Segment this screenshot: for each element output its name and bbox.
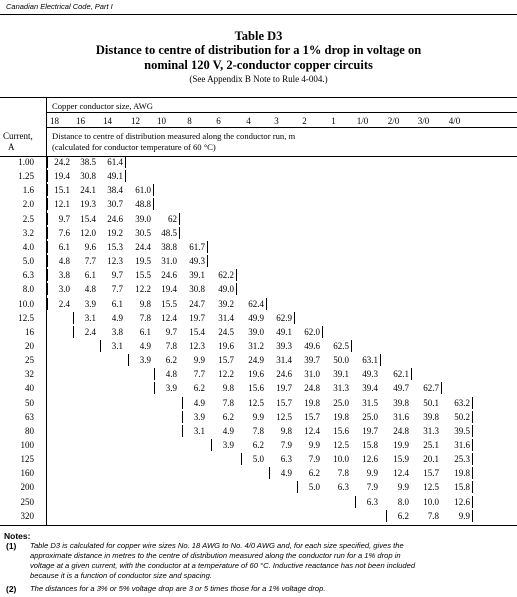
- distance-cell: 7.9: [280, 440, 292, 450]
- distance-cell: 12.3: [189, 341, 205, 351]
- current-cell: 160: [20, 468, 34, 478]
- distance-cell: 9.7: [165, 327, 177, 337]
- current-cell: 1.6: [22, 185, 34, 195]
- distance-cell: 50.0: [333, 355, 349, 365]
- distance-cell: 6.2: [222, 412, 234, 422]
- row-range-marker: [47, 184, 154, 196]
- distance-cell: 15.9: [393, 454, 409, 464]
- distance-cell: 48.8: [135, 199, 151, 209]
- note-2-line1: The distances for a 3% or 5% voltage drop are 3 or 5 times those for a 1% voltage drop.: [30, 584, 326, 593]
- distance-cell: 15.5: [135, 270, 151, 280]
- distance-cell: 19.3: [80, 199, 96, 209]
- distance-cell: 9.9: [458, 511, 470, 521]
- size-header-cell: 2/0: [387, 116, 400, 126]
- current-cell: 2.5: [22, 214, 34, 224]
- distance-cell: 3.0: [58, 284, 70, 294]
- distance-cell: 10.0: [423, 497, 439, 507]
- row-range-marker: [386, 510, 473, 522]
- row-range-marker: [47, 298, 267, 310]
- distance-cell: 12.6: [362, 454, 378, 464]
- row-range-marker: [182, 411, 473, 423]
- distance-cell: 3.9: [193, 412, 205, 422]
- distance-cell: 9.9: [308, 440, 320, 450]
- distance-cell: 19.7: [189, 313, 205, 323]
- row-range-marker: [73, 326, 323, 338]
- distance-cell: 7.8: [165, 341, 177, 351]
- distance-cell: 7.7: [193, 369, 205, 379]
- distance-cell: 3.9: [139, 355, 151, 365]
- distance-cell: 62.7: [423, 383, 439, 393]
- distance-cell: 39.4: [362, 383, 378, 393]
- distance-cell: 9.8: [280, 426, 292, 436]
- notes-title: Notes:: [4, 531, 31, 541]
- distance-cell: 38.4: [107, 185, 123, 195]
- distance-cell: 19.5: [135, 256, 151, 266]
- current-cell: 1.00: [18, 157, 34, 167]
- distance-cell: 24.4: [135, 242, 151, 252]
- current-cell: 32: [25, 369, 34, 379]
- distance-cell: 38.5: [80, 157, 96, 167]
- distance-cell: 6.3: [280, 454, 292, 464]
- distance-cell: 9.9: [366, 468, 378, 478]
- current-cell: 50: [25, 398, 34, 408]
- distance-cell: 19.6: [248, 369, 264, 379]
- current-cell: 63: [25, 412, 34, 422]
- distance-cell: 3.1: [111, 341, 123, 351]
- current-cell: 20: [25, 341, 34, 351]
- distance-cell: 9.7: [58, 214, 70, 224]
- distance-cell: 15.7: [304, 412, 320, 422]
- distance-cell: 6.2: [193, 383, 205, 393]
- distance-caption-line2: (calculated for conductor temperature of 60 °C): [52, 142, 216, 152]
- distance-cell: 12.0: [80, 228, 96, 238]
- row-range-marker: [182, 397, 473, 409]
- distance-cell: 63.1: [362, 355, 378, 365]
- distance-cell: 9.7: [111, 270, 123, 280]
- note-1-line3: voltage at a given current, with the conductor at a temperature of 60 °C. Inductive reactance has not been included: [30, 561, 416, 570]
- distance-cell: 15.6: [248, 383, 264, 393]
- distance-cell: 15.4: [189, 327, 205, 337]
- current-cell: 16: [25, 327, 34, 337]
- distance-cell: 6.1: [58, 242, 70, 252]
- current-cell: 250: [20, 497, 34, 507]
- distance-cell: 6.3: [337, 482, 349, 492]
- distance-cell: 31.2: [248, 341, 264, 351]
- row-range-marker: [355, 496, 473, 508]
- distance-cell: 3.9: [165, 383, 177, 393]
- row-range-marker: [47, 198, 154, 210]
- distance-cell: 9.9: [397, 482, 409, 492]
- distance-cell: 15.7: [218, 355, 234, 365]
- distance-cell: 31.0: [161, 256, 177, 266]
- current-cell: 2.0: [22, 199, 34, 209]
- current-cell: 1.25: [18, 171, 34, 181]
- current-cell: 320: [20, 511, 34, 521]
- distance-cell: 7.7: [111, 284, 123, 294]
- distance-cell: 38.8: [161, 242, 177, 252]
- table-number: Table D3: [234, 29, 283, 43]
- size-header-cell: 3: [274, 116, 279, 126]
- distance-cell: 15.8: [362, 440, 378, 450]
- distance-cell: 7.8: [222, 398, 234, 408]
- distance-cell: 9.9: [193, 355, 205, 365]
- size-header-cell: 10: [157, 116, 166, 126]
- distance-cell: 62.0: [304, 327, 320, 337]
- table-title-line2: nominal 120 V, 2-conductor copper circuits: [144, 58, 373, 72]
- size-header-cell: 1/0: [356, 116, 369, 126]
- distance-cell: 24.2: [54, 157, 70, 167]
- distance-cell: 49.9: [248, 313, 264, 323]
- size-header-cell: 4: [246, 116, 251, 126]
- distance-cell: 39.5: [454, 426, 470, 436]
- distance-cell: 50.2: [454, 412, 470, 422]
- distance-cell: 31.4: [218, 313, 234, 323]
- distance-cell: 61.0: [135, 185, 151, 195]
- size-header-cell: 1: [331, 116, 336, 126]
- distance-cell: 15.5: [161, 299, 177, 309]
- current-label: Current,: [3, 131, 33, 141]
- current-cell: 10.0: [18, 299, 34, 309]
- header-rule: [0, 14, 517, 15]
- distance-caption-line1: Distance to centre of distribution measured along the conductor run, m: [52, 131, 296, 141]
- distance-cell: 15.1: [54, 185, 70, 195]
- size-header-cell: 16: [76, 116, 85, 126]
- distance-cell: 19.9: [393, 440, 409, 450]
- distance-cell: 62: [168, 214, 177, 224]
- current-cell: 125: [20, 454, 34, 464]
- size-header-cell: 6: [216, 116, 221, 126]
- size-header-cell: 4/0: [448, 116, 461, 126]
- distance-cell: 3.8: [58, 270, 70, 280]
- row-range-marker: [297, 481, 473, 493]
- distance-cell: 6.2: [308, 468, 320, 478]
- row-range-marker: [100, 340, 352, 352]
- distance-cell: 19.2: [107, 228, 123, 238]
- table-title-line1: Distance to centre of distribution for a 1% drop in voltage on: [95, 43, 422, 57]
- distance-cell: 4.9: [111, 313, 123, 323]
- distance-cell: 19.6: [218, 341, 234, 351]
- distance-cell: 15.7: [276, 398, 292, 408]
- distance-cell: 15.7: [423, 468, 439, 478]
- distance-cell: 24.6: [276, 369, 292, 379]
- size-caption-rule: [46, 112, 517, 113]
- distance-cell: 6.2: [397, 511, 409, 521]
- row-range-marker: [241, 453, 473, 465]
- note-number: (1): [6, 541, 17, 551]
- distance-cell: 19.8: [333, 412, 349, 422]
- size-caption: Copper conductor size, AWG: [52, 101, 153, 111]
- distance-cell: 10.0: [333, 454, 349, 464]
- distance-cell: 63.2: [454, 398, 470, 408]
- distance-cell: 4.9: [222, 426, 234, 436]
- distance-cell: 12.4: [304, 426, 320, 436]
- distance-cell: 39.1: [333, 369, 349, 379]
- distance-cell: 3.8: [111, 327, 123, 337]
- distance-cell: 12.2: [218, 369, 234, 379]
- distance-cell: 62.2: [218, 270, 234, 280]
- distance-cell: 3.9: [84, 299, 96, 309]
- distance-cell: 48.5: [161, 228, 177, 238]
- row-range-marker: [47, 241, 208, 253]
- distance-cell: 24.8: [304, 383, 320, 393]
- distance-cell: 25.1: [423, 440, 439, 450]
- distance-cell: 15.4: [80, 214, 96, 224]
- distance-cell: 31.5: [362, 398, 378, 408]
- document-header: Canadian Electrical Code, Part I: [6, 2, 113, 11]
- distance-cell: 9.8: [139, 299, 151, 309]
- distance-cell: 24.6: [107, 214, 123, 224]
- note-1-line2: approximate distance in metres to the centre of distribution measured along the conductor run for a 1% drop in: [30, 551, 401, 560]
- distance-cell: 9.6: [84, 242, 96, 252]
- distance-cell: 7.8: [337, 468, 349, 478]
- distance-cell: 2.4: [84, 327, 96, 337]
- row-range-marker: [73, 312, 295, 324]
- distance-cell: 62.5: [333, 341, 349, 351]
- distance-cell: 62.4: [248, 299, 264, 309]
- distance-cell: 6.1: [139, 327, 151, 337]
- distance-cell: 31.0: [304, 369, 320, 379]
- distance-cell: 9.8: [222, 383, 234, 393]
- distance-cell: 12.3: [107, 256, 123, 266]
- distance-cell: 6.3: [366, 497, 378, 507]
- current-cell: 3.2: [22, 228, 34, 238]
- table-bottom-rule: [0, 525, 517, 526]
- distance-cell: 49.1: [107, 171, 123, 181]
- distance-cell: 12.6: [454, 497, 470, 507]
- distance-cell: 25.3: [454, 454, 470, 464]
- distance-cell: 7.8: [139, 313, 151, 323]
- size-header-cell: 18: [50, 116, 59, 126]
- distance-cell: 39.8: [393, 398, 409, 408]
- distance-cell: 30.8: [80, 171, 96, 181]
- distance-cell: 15.8: [454, 482, 470, 492]
- current-cell: 80: [25, 426, 34, 436]
- row-range-marker: [47, 269, 237, 281]
- distance-cell: 61.4: [107, 157, 123, 167]
- distance-cell: 12.4: [161, 313, 177, 323]
- distance-cell: 6.2: [165, 355, 177, 365]
- distance-cell: 4.8: [165, 369, 177, 379]
- distance-cell: 7.9: [366, 482, 378, 492]
- distance-cell: 3.9: [222, 440, 234, 450]
- distance-cell: 49.3: [362, 369, 378, 379]
- distance-cell: 31.6: [454, 440, 470, 450]
- distance-cell: 6.2: [252, 440, 264, 450]
- distance-cell: 19.8: [304, 398, 320, 408]
- current-cell: 5.0: [22, 256, 34, 266]
- distance-cell: 49.3: [189, 256, 205, 266]
- current-cell: 200: [20, 482, 34, 492]
- distance-cell: 9.9: [252, 412, 264, 422]
- distance-cell: 24.9: [248, 355, 264, 365]
- row-range-marker: [269, 467, 473, 479]
- row-range-marker: [47, 283, 237, 295]
- current-cell: 100: [20, 440, 34, 450]
- distance-cell: 19.8: [454, 468, 470, 478]
- distance-cell: 4.8: [58, 256, 70, 266]
- distance-cell: 6.1: [84, 270, 96, 280]
- distance-cell: 12.5: [423, 482, 439, 492]
- size-header-cell: 14: [103, 116, 112, 126]
- distance-cell: 7.7: [84, 256, 96, 266]
- row-range-marker: [47, 255, 208, 267]
- distance-cell: 4.9: [193, 398, 205, 408]
- distance-cell: 19.7: [276, 383, 292, 393]
- table-top-rule: [0, 97, 517, 98]
- distance-cell: 12.5: [248, 398, 264, 408]
- distance-cell: 25.0: [333, 398, 349, 408]
- distance-cell: 50.1: [423, 398, 439, 408]
- row-range-marker: [47, 213, 180, 225]
- distance-cell: 8.0: [397, 497, 409, 507]
- distance-cell: 7.6: [58, 228, 70, 238]
- distance-cell: 19.4: [54, 171, 70, 181]
- distance-cell: 62.9: [276, 313, 292, 323]
- distance-cell: 24.8: [393, 426, 409, 436]
- current-cell: 6.3: [22, 270, 34, 280]
- distance-cell: 39.7: [304, 355, 320, 365]
- distance-cell: 30.5: [135, 228, 151, 238]
- distance-cell: 31.3: [423, 426, 439, 436]
- distance-cell: 49.1: [276, 327, 292, 337]
- row-range-marker: [128, 354, 381, 366]
- distance-cell: 30.8: [189, 284, 205, 294]
- current-cell: 25: [25, 355, 34, 365]
- distance-cell: 24.7: [189, 299, 205, 309]
- size-header-cell: 12: [131, 116, 140, 126]
- distance-cell: 61.7: [189, 242, 205, 252]
- distance-cell: 20.1: [423, 454, 439, 464]
- distance-cell: 12.1: [54, 199, 70, 209]
- current-unit: A: [8, 142, 15, 152]
- note-number: (2): [6, 584, 17, 594]
- distance-cell: 24.5: [218, 327, 234, 337]
- row-range-marker: [211, 439, 473, 451]
- distance-cell: 31.3: [333, 383, 349, 393]
- distance-cell: 24.6: [161, 270, 177, 280]
- distance-cell: 15.6: [333, 426, 349, 436]
- distance-cell: 12.4: [393, 468, 409, 478]
- row-range-marker: [154, 368, 412, 380]
- distance-cell: 49.7: [393, 383, 409, 393]
- distance-cell: 5.0: [252, 454, 264, 464]
- distance-cell: 7.8: [252, 426, 264, 436]
- distance-cell: 15.3: [107, 242, 123, 252]
- row-range-marker: [182, 425, 473, 437]
- distance-cell: 39.0: [135, 214, 151, 224]
- size-header-rule: [46, 127, 517, 128]
- distance-cell: 7.8: [427, 511, 439, 521]
- distance-cell: 12.5: [333, 440, 349, 450]
- distance-cell: 39.0: [248, 327, 264, 337]
- size-header-cell: 3/0: [417, 116, 430, 126]
- table-subtitle: (See Appendix B Note to Rule 4-004.): [189, 74, 328, 84]
- distance-cell: 39.3: [276, 341, 292, 351]
- note-1-line4: because it is a function of conductor size and spacing.: [30, 571, 212, 580]
- distance-cell: 7.9: [308, 454, 320, 464]
- distance-cell: 4.9: [280, 468, 292, 478]
- distance-cell: 62.1: [393, 369, 409, 379]
- distance-cell: 12.5: [276, 412, 292, 422]
- distance-cell: 12.2: [135, 284, 151, 294]
- distance-cell: 24.1: [80, 185, 96, 195]
- distance-cell: 49.6: [304, 341, 320, 351]
- distance-cell: 4.8: [84, 284, 96, 294]
- distance-cell: 25.0: [362, 412, 378, 422]
- current-cell: 4.0: [22, 242, 34, 252]
- note-1-line1: Table D3 is calculated for copper wire sizes No. 18 AWG to No. 4/0 AWG and, for each size specified, gives the: [30, 541, 404, 550]
- distance-cell: 6.1: [111, 299, 123, 309]
- row-range-marker: [47, 156, 126, 168]
- distance-cell: 5.0: [308, 482, 320, 492]
- size-header-cell: 8: [187, 116, 192, 126]
- distance-cell: 49.0: [218, 284, 234, 294]
- size-header-cell: 2: [302, 116, 307, 126]
- current-cell: 12.5: [18, 313, 34, 323]
- distance-cell: 19.4: [161, 284, 177, 294]
- distance-cell: 19.7: [362, 426, 378, 436]
- distance-cell: 30.7: [107, 199, 123, 209]
- distance-cell: 39.1: [189, 270, 205, 280]
- distance-cell: 3.1: [193, 426, 205, 436]
- distance-cell: 39.2: [218, 299, 234, 309]
- distance-cell: 2.4: [58, 299, 70, 309]
- current-cell: 8.0: [22, 284, 34, 294]
- row-range-marker: [47, 227, 180, 239]
- distance-cell: 31.6: [393, 412, 409, 422]
- row-range-marker: [154, 382, 442, 394]
- current-cell: 40: [25, 383, 34, 393]
- row-range-marker: [47, 170, 126, 182]
- distance-cell: 31.4: [276, 355, 292, 365]
- distance-cell: 3.1: [84, 313, 96, 323]
- distance-cell: 39.8: [423, 412, 439, 422]
- distance-cell: 4.9: [139, 341, 151, 351]
